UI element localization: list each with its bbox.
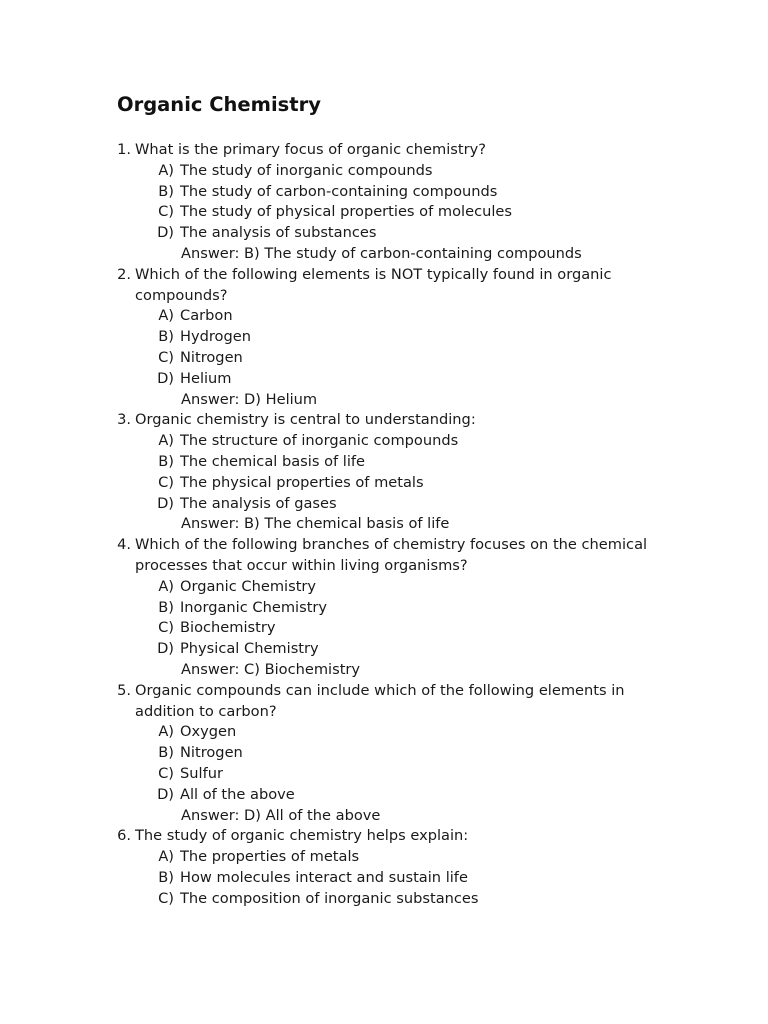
question-line (0, 681, 768, 723)
option-item (0, 722, 768, 743)
option-text: Oxygen (180, 723, 237, 741)
answer-line: Answer: D) All of the above (181, 806, 381, 824)
question-number-label: 5. (117, 681, 131, 699)
option-text: All of the above (180, 785, 295, 803)
option-text: The properties of metals (180, 848, 360, 866)
option-list (0, 577, 768, 660)
option-item (0, 306, 768, 327)
option-text: The analysis of substances (180, 224, 377, 242)
question-text: Organic chemistry is central to understanding: (135, 411, 476, 429)
option-text: Nitrogen (180, 348, 243, 366)
question-number (0, 681, 135, 723)
option-item (0, 202, 768, 223)
option-item (0, 618, 768, 639)
option-list (0, 431, 768, 514)
option-letter: C) (158, 619, 174, 637)
option-letter: B) (158, 182, 174, 200)
question-text: Organic compounds can include which of the following elements in addition to carbon? (135, 681, 625, 720)
question-number (0, 265, 135, 307)
option-item (0, 473, 768, 494)
option-letter: C) (158, 764, 174, 782)
answer-line: Answer: C) Biochemistry (181, 660, 361, 678)
option-text: Organic Chemistry (180, 577, 317, 595)
option-text: How molecules interact and sustain life (180, 868, 468, 886)
question-number-label: 6. (117, 827, 131, 845)
option-letter: B) (158, 328, 174, 346)
option-letter: A) (158, 848, 174, 866)
option-text: Hydrogen (180, 328, 251, 346)
option-letter: D) (157, 494, 174, 512)
option-letter: C) (158, 203, 174, 221)
option-item (0, 743, 768, 764)
option-list (0, 161, 768, 244)
option-item (0, 369, 768, 390)
option-list (0, 847, 768, 909)
option-text: Carbon (180, 307, 233, 325)
option-letter: B) (158, 868, 174, 886)
option-item (0, 431, 768, 452)
option-item (0, 348, 768, 369)
option-text: The chemical basis of life (180, 452, 366, 470)
question-number-label: 1. (117, 141, 131, 158)
option-letter: C) (158, 348, 174, 366)
option-letter: D) (157, 369, 174, 387)
option-letter: A) (158, 307, 174, 325)
option-text: Inorganic Chemistry (180, 598, 328, 616)
question-text: Which of the following elements is NOT typically found in organic compounds? (135, 265, 612, 304)
option-letter: A) (158, 432, 174, 450)
question-number (0, 410, 135, 431)
document-title: Organic Chemistry (117, 93, 321, 116)
option-letter: A) (158, 723, 174, 741)
option-letter: B) (158, 452, 174, 470)
option-list (0, 306, 768, 389)
option-text: Sulfur (180, 764, 223, 782)
question-line (0, 535, 768, 577)
question-item (0, 681, 768, 827)
option-item (0, 639, 768, 660)
option-text: The physical properties of metals (180, 473, 424, 491)
question-list (0, 140, 768, 909)
question-number-label: 3. (117, 411, 131, 429)
question-number (0, 535, 135, 577)
option-item (0, 577, 768, 598)
option-letter: A) (158, 577, 174, 595)
option-item (0, 182, 768, 203)
question-item (0, 535, 768, 681)
question-text: The study of organic chemistry helps explain: (135, 827, 469, 845)
option-item (0, 598, 768, 619)
option-item (0, 223, 768, 244)
option-item (0, 494, 768, 515)
option-letter: D) (157, 640, 174, 658)
option-list (0, 722, 768, 805)
option-item (0, 868, 768, 889)
question-number-label: 2. (117, 265, 131, 283)
option-text: Nitrogen (180, 744, 243, 762)
option-letter: D) (157, 785, 174, 803)
question-item (0, 140, 768, 265)
option-text: The structure of inorganic compounds (180, 432, 459, 450)
option-letter: C) (158, 473, 174, 491)
option-letter: A) (158, 161, 174, 179)
option-text: The composition of inorganic substances (180, 889, 479, 907)
option-item (0, 785, 768, 806)
answer-line: Answer: B) The study of carbon-containing compounds (181, 244, 582, 262)
question-line (0, 826, 768, 847)
question-text: Which of the following branches of chemistry focuses on the chemical processes that occur within living organisms? (135, 536, 648, 574)
question-text: What is the primary focus of organic chemistry? (135, 141, 486, 158)
question-item (0, 265, 768, 411)
option-text: The study of physical properties of molecules (180, 203, 512, 221)
question-number-label: 4. (117, 536, 131, 554)
answer-line: Answer: B) The chemical basis of life (181, 515, 450, 533)
question-number (0, 826, 135, 847)
option-letter: B) (158, 598, 174, 616)
question-line (0, 140, 768, 161)
option-item (0, 161, 768, 182)
option-item (0, 327, 768, 348)
question-number (0, 140, 135, 161)
option-text: The study of inorganic compounds (180, 161, 433, 179)
option-text: Physical Chemistry (180, 640, 319, 658)
question-item (0, 826, 768, 909)
question-item (0, 410, 768, 535)
option-item (0, 452, 768, 473)
option-item (0, 764, 768, 785)
option-letter: C) (158, 889, 174, 907)
question-line (0, 265, 768, 307)
option-item (0, 847, 768, 868)
option-item (0, 889, 768, 910)
option-text: The analysis of gases (180, 494, 337, 512)
option-letter: B) (158, 744, 174, 762)
option-text: Helium (180, 369, 232, 387)
option-text: The study of carbon-containing compounds (180, 182, 498, 200)
option-text: Biochemistry (180, 619, 276, 637)
answer-line: Answer: D) Helium (181, 390, 318, 408)
question-line (0, 410, 768, 431)
option-letter: D) (157, 224, 174, 242)
